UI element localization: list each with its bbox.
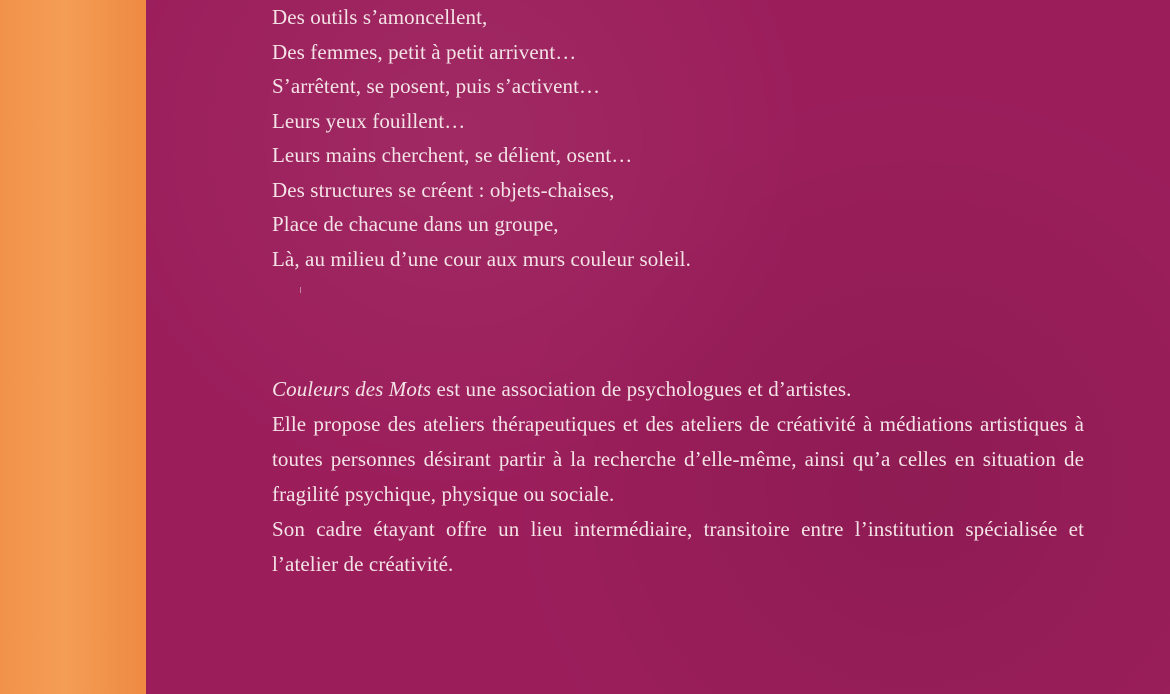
orange-spine-band xyxy=(0,0,146,694)
poem-line: Leurs mains cherchent, se délient, osent… xyxy=(272,143,633,167)
framework-paragraph: Son cadre étayant offre un lieu intermédiaire, transitoire entre l’institution spécialisée et l’atelier de créativité. xyxy=(272,517,1084,576)
poem-line: Là, au milieu d’une cour aux murs couleur soleil. xyxy=(272,246,691,271)
poem-line: Des structures se créent : objets-chaises, xyxy=(272,177,615,202)
poem-line: Place de chacune dans un groupe, xyxy=(272,212,559,236)
poem-line: Leurs yeux fouillent… xyxy=(272,108,466,133)
poem-line: Des outils s’amoncellent, xyxy=(272,5,488,29)
poem-line: S’arrêtent, se posent, puis s’activent… xyxy=(272,74,601,98)
services-paragraph: Elle propose des ateliers thérapeutiques et des ateliers de créativité à médiations artistiques à toutes personnes désirant partir à la recherche d’elle-même, ainsi qu’a celles en situation de fragilité psychique, physique ou sociale. xyxy=(272,412,1084,506)
small-mark xyxy=(300,287,301,293)
association-name: Couleurs des Mots xyxy=(272,377,432,401)
association-description xyxy=(272,372,1084,582)
poem-block xyxy=(272,0,691,276)
poem-line: Des femmes, petit à petit arrivent… xyxy=(272,39,577,64)
intro-text: est une association de psychologues et d’artistes. xyxy=(431,377,852,401)
intro-paragraph xyxy=(272,372,1084,407)
